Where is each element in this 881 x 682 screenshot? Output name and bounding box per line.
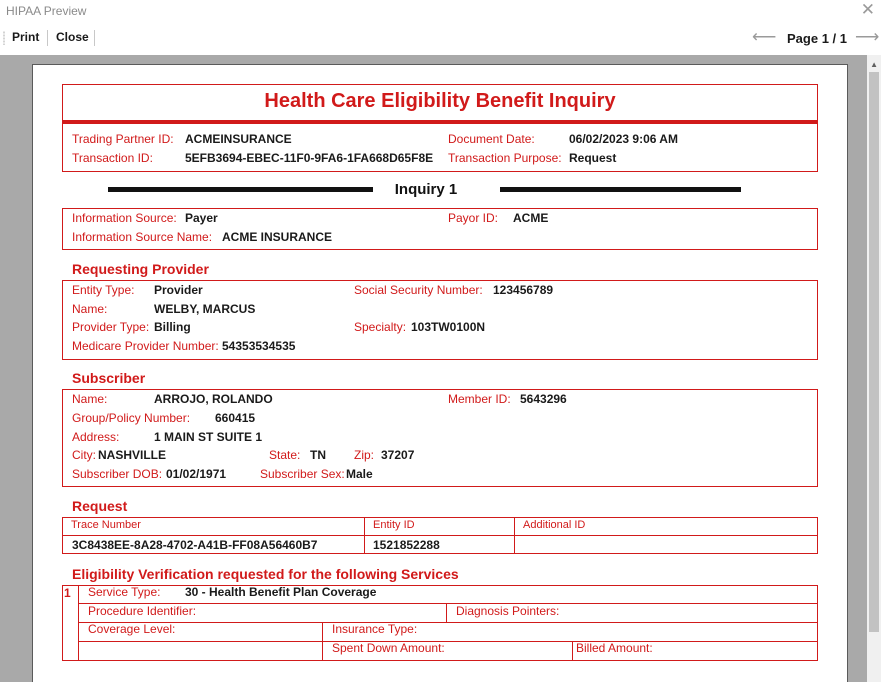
transaction-id-value: 5EFB3694-EBEC-11F0-9FA6-1FA668D65F8E — [185, 151, 434, 165]
toolbar — [0, 26, 881, 50]
entity-type-label: Entity Type: — [72, 283, 135, 297]
document-title: Health Care Eligibility Benefit Inquiry — [264, 90, 616, 112]
inquiry-heading: Inquiry 1 — [394, 181, 458, 198]
state-label: State: — [269, 448, 301, 462]
next-page-icon[interactable]: ⟶ — [855, 27, 880, 46]
insurance-type-label: Insurance Type: — [332, 622, 418, 636]
trace-number-value: 3C8438EE-8A28-4702-A41B-FF08A56460B7 — [72, 538, 318, 552]
document-date-label: Document Date: — [448, 132, 535, 146]
eligibility-row-divider — [78, 641, 818, 642]
inquiry-rule-right — [500, 187, 741, 192]
entity-type-value: Provider — [154, 283, 203, 297]
close-window-icon[interactable]: ✕ — [860, 0, 875, 19]
coverage-level-label: Coverage Level: — [88, 622, 176, 636]
subscriber-heading: Subscriber — [72, 370, 146, 386]
payor-id-value: ACME — [513, 211, 549, 225]
requesting-provider-heading: Requesting Provider — [72, 261, 209, 277]
scrollbar-thumb[interactable] — [869, 72, 879, 632]
member-id-label: Member ID: — [448, 392, 511, 406]
provider-name-label: Name: — [72, 302, 108, 316]
trace-number-header: Trace Number — [71, 519, 141, 531]
toolbar-grip-icon[interactable] — [3, 31, 5, 45]
ssn-label: Social Security Number: — [354, 283, 483, 297]
request-table-col-divider — [514, 517, 515, 554]
trading-partner-value: ACMEINSURANCE — [185, 132, 292, 146]
member-id-value: 5643296 — [520, 392, 567, 406]
scroll-up-icon[interactable]: ▲ — [870, 60, 878, 69]
subscriber-name-label: Name: — [72, 392, 108, 406]
provider-name-value: WELBY, MARCUS — [154, 302, 256, 316]
ssn-value: 123456789 — [493, 283, 554, 297]
spent-down-amount-label: Spent Down Amount: — [332, 641, 445, 655]
diagnosis-pointers-label: Diagnosis Pointers: — [456, 604, 560, 618]
eligibility-row-divider — [78, 622, 818, 623]
transaction-id-label: Transaction ID: — [72, 151, 153, 165]
zip-label: Zip: — [354, 448, 375, 462]
subscriber-dob-label: Subscriber DOB: — [72, 467, 163, 481]
eligibility-col-divider — [446, 603, 447, 622]
billed-amount-label: Billed Amount: — [576, 641, 653, 655]
specialty-label: Specialty: — [354, 320, 407, 334]
previous-page-icon[interactable]: ⟵ — [752, 27, 777, 46]
title-bar — [0, 0, 881, 24]
payor-id-label: Payor ID: — [448, 211, 499, 225]
window-title: HIPAA Preview — [6, 4, 87, 18]
procedure-identifier-label: Procedure Identifier: — [88, 604, 197, 618]
eligibility-heading: Eligibility Verification requested for the following Services — [72, 566, 459, 582]
request-table-divider — [62, 535, 818, 536]
document-date-value: 06/02/2023 9:06 AM — [569, 132, 678, 146]
medicare-number-value: 54353534535 — [222, 339, 296, 353]
page-indicator: Page 1 / 1 — [787, 31, 847, 46]
request-heading: Request — [72, 498, 128, 514]
group-policy-value: 660415 — [215, 411, 256, 425]
trading-partner-label: Trading Partner ID: — [72, 132, 174, 146]
entity-id-value: 1521852288 — [373, 538, 440, 552]
info-source-name-value: ACME INSURANCE — [222, 230, 333, 244]
info-source-label: Information Source: — [72, 211, 177, 225]
service-row-number: 1 — [64, 586, 71, 600]
subscriber-sex-value: Male — [346, 467, 373, 481]
provider-type-value: Billing — [154, 320, 191, 334]
group-policy-label: Group/Policy Number: — [72, 411, 191, 425]
request-table-col-divider — [364, 517, 365, 554]
city-label: City: — [72, 448, 96, 462]
inquiry-rule-left — [108, 187, 373, 192]
address-label: Address: — [72, 430, 120, 444]
toolbar-separator — [47, 30, 48, 46]
subscriber-sex-label: Subscriber Sex: — [260, 467, 345, 481]
provider-type-label: Provider Type: — [72, 320, 150, 334]
eligibility-col-divider — [572, 641, 573, 661]
city-value: NASHVILLE — [98, 448, 167, 462]
zip-value: 37207 — [381, 448, 415, 462]
specialty-value: 103TW0100N — [411, 320, 486, 334]
state-value: TN — [310, 448, 326, 462]
service-type-value: 30 - Health Benefit Plan Coverage — [185, 585, 377, 599]
subscriber-dob-value: 01/02/1971 — [166, 467, 227, 481]
info-source-name-label: Information Source Name: — [72, 230, 213, 244]
address-value: 1 MAIN ST SUITE 1 — [154, 430, 263, 444]
service-type-label: Service Type: — [88, 585, 161, 599]
info-source-value: Payer — [185, 211, 218, 225]
additional-id-header: Additional ID — [523, 519, 586, 531]
title-rule — [62, 120, 818, 124]
entity-id-header: Entity ID — [373, 519, 415, 531]
subscriber-name-value: ARROJO, ROLANDO — [154, 392, 273, 406]
toolbar-separator — [94, 30, 95, 46]
close-button[interactable]: Close — [56, 30, 89, 44]
transaction-purpose-value: Request — [569, 151, 617, 165]
medicare-number-label: Medicare Provider Number: — [72, 339, 219, 353]
transaction-purpose-label: Transaction Purpose: — [448, 151, 562, 165]
eligibility-number-divider — [78, 585, 79, 661]
print-button[interactable]: Print — [12, 30, 40, 44]
document-page — [32, 64, 848, 682]
